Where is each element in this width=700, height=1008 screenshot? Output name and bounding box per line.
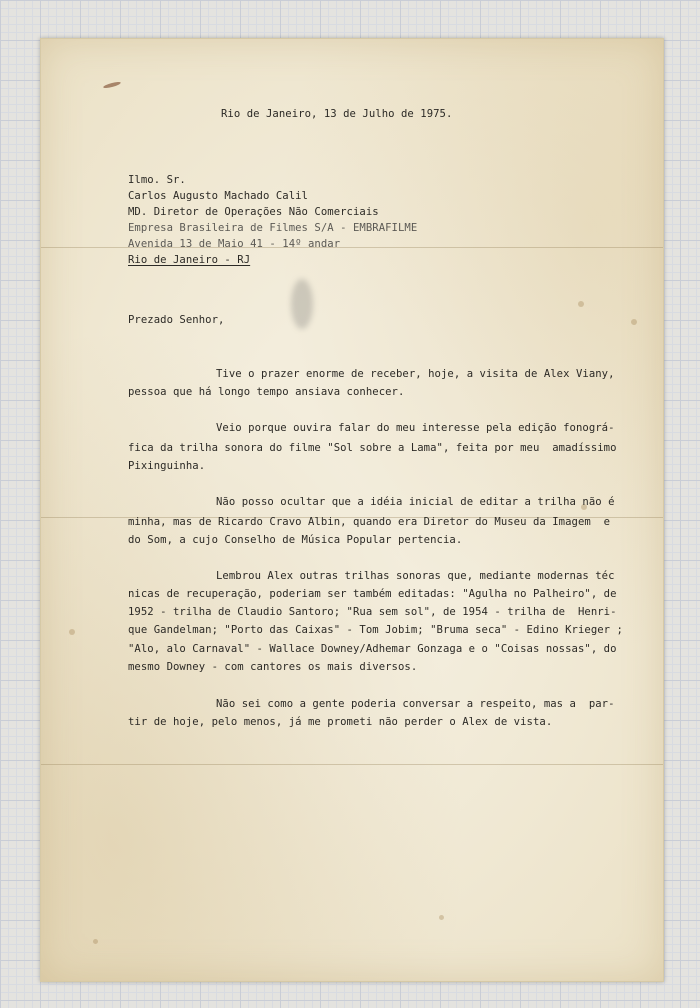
paper-stain xyxy=(578,301,584,307)
paragraph-line: Lembrou Alex outras trilhas sonoras que, mediante modernas téc xyxy=(216,570,615,582)
address-line: Ilmo. Sr. xyxy=(128,174,186,186)
paragraph-line: nicas de recuperação, poderiam ser também editadas: "Agulha no Palheiro", de xyxy=(128,588,617,600)
address-line: Rio de Janeiro - RJ xyxy=(128,254,251,266)
paragraph-line: Pixinguinha. xyxy=(128,460,206,472)
paragraph-line: tir de hoje, pelo menos, já me prometi não perder o Alex de vista. xyxy=(128,716,553,728)
paragraph-line: minha, mas de Ricardo Cravo Albin, quando era Diretor do Museu da Imagem e xyxy=(128,516,611,528)
paper-stain xyxy=(439,915,444,920)
paragraph-line: fica da trilha sonora do filme "Sol sobre a Lama", feita por meu amadíssimo xyxy=(128,442,617,454)
paper-stain xyxy=(69,629,75,635)
ink-smudge xyxy=(291,279,313,329)
paragraph-line: 1952 - trilha de Claudio Santoro; "Rua sem sol", de 1954 - trilha de Henri- xyxy=(128,606,617,618)
paragraph-line: Não posso ocultar que a idéia inicial de editar a trilha não é xyxy=(216,496,615,508)
paper-stain xyxy=(93,939,98,944)
paragraph-line: Não sei como a gente poderia conversar a respeito, mas a par- xyxy=(216,698,615,710)
paragraph-line: Tive o prazer enorme de receber, hoje, a visita de Alex Viany, xyxy=(216,368,615,380)
paper-stain xyxy=(631,319,637,325)
paragraph-line: que Gandelman; "Porto das Caixas" - Tom Jobim; "Bruma seca" - Edino Krieger ; xyxy=(128,624,623,636)
letter-sheet xyxy=(40,38,664,982)
paper-fold xyxy=(41,764,663,765)
paragraph-line: pessoa que há longo tempo ansiava conhecer. xyxy=(128,386,405,398)
paper-stain xyxy=(103,81,121,90)
paragraph-line: Veio porque ouvira falar do meu interesse pela edição fonográ- xyxy=(216,422,615,434)
paragraph-line: "Alo, alo Carnaval" - Wallace Downey/Adhemar Gonzaga e o "Coisas nossas", do xyxy=(128,643,617,655)
address-line: MD. Diretor de Operações Não Comerciais xyxy=(128,206,379,218)
address-line: Avenida 13 de Maio 41 - 14º andar xyxy=(128,238,341,250)
salutation: Prezado Senhor, xyxy=(128,314,225,326)
paragraph-line: mesmo Downey - com cantores os mais diversos. xyxy=(128,661,418,673)
paragraph-line: do Som, a cujo Conselho de Música Popular pertencia. xyxy=(128,534,463,546)
address-line: Carlos Augusto Machado Calil xyxy=(128,190,308,202)
date-line: Rio de Janeiro, 13 de Julho de 1975. xyxy=(221,108,453,120)
address-line: Empresa Brasileira de Filmes S/A - EMBRAFILME xyxy=(128,222,418,234)
